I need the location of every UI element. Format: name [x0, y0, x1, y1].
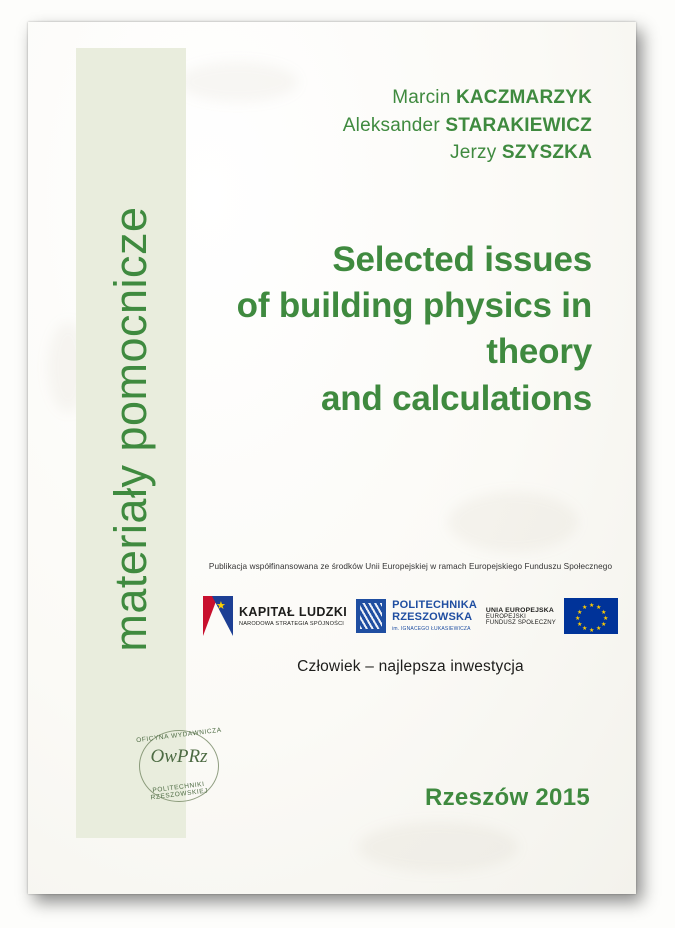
- logo-unia-europejska: [486, 598, 618, 634]
- book-cover: [28, 22, 636, 894]
- kapital-ludzki-line1: KAPITAŁ LUDZKI: [239, 605, 348, 619]
- unia-line3: FUNDUSZ SPOŁECZNY: [485, 619, 556, 626]
- politechnika-icon: [356, 599, 386, 633]
- title-line: of building physics in theory: [236, 286, 592, 372]
- politechnika-line1: POLITECHNIKA: [392, 599, 477, 612]
- author-entry: [343, 84, 592, 112]
- author-last-name: SZYSZKA: [501, 142, 592, 164]
- author-first-name: Aleksander: [342, 114, 440, 136]
- eu-flag-icon: ★ ★ ★ ★ ★ ★ ★ ★ ★ ★ ★ ★: [564, 598, 618, 634]
- place-and-year: Rzeszów 2015: [424, 784, 590, 811]
- author-first-name: Jerzy: [450, 142, 497, 164]
- seal-monogram: OwPRz: [150, 746, 208, 767]
- logo-kapital-ludzki: [203, 596, 347, 636]
- paper-blotch: [178, 62, 298, 102]
- unia-line1: UNIA EUROPEJSKA: [485, 606, 555, 614]
- series-band: [76, 48, 223, 838]
- politechnika-line2: RZESZOWSKA: [392, 611, 473, 623]
- kapital-ludzki-icon: ★: [203, 596, 233, 636]
- title-line: Selected issues: [332, 240, 592, 279]
- seal-top-text: OFICYNA WYDAWNICZA: [135, 726, 223, 745]
- politechnika-line3: im. IGNACEGO ŁUKASIEWICZA: [392, 625, 471, 632]
- title-line: and calculations: [320, 378, 592, 418]
- paper-blotch: [448, 492, 578, 552]
- publisher-seal: [131, 726, 227, 804]
- paper-blotch: [358, 822, 518, 872]
- logo-strip: [203, 590, 618, 642]
- author-entry: [343, 112, 592, 140]
- unia-line2: EUROPEJSKI: [485, 613, 526, 620]
- author-last-name: KACZMARZYK: [455, 87, 592, 108]
- kapital-ludzki-line2: NARODOWA STRATEGIA SPÓJNOŚCI: [239, 621, 345, 627]
- author-last-name: STARAKIEWICZ: [445, 114, 592, 136]
- seal-bottom-text: POLITECHNIKI RZESZOWSKIEJ: [150, 780, 209, 802]
- funding-note: Publikacja współfinansowana ze środków Unii Europejskiej w ramach Europejskiego Funduszu Społecznego: [208, 562, 613, 571]
- motto-text: Człowiek – najlepsza inwestycja: [297, 658, 524, 675]
- logo-politechnika-rzeszowska: [356, 599, 477, 633]
- author-list: [343, 84, 592, 167]
- book-title: [172, 237, 592, 422]
- series-label: materiały pomocnicze: [105, 206, 156, 652]
- author-first-name: Marcin: [392, 87, 451, 108]
- author-entry: [343, 139, 592, 167]
